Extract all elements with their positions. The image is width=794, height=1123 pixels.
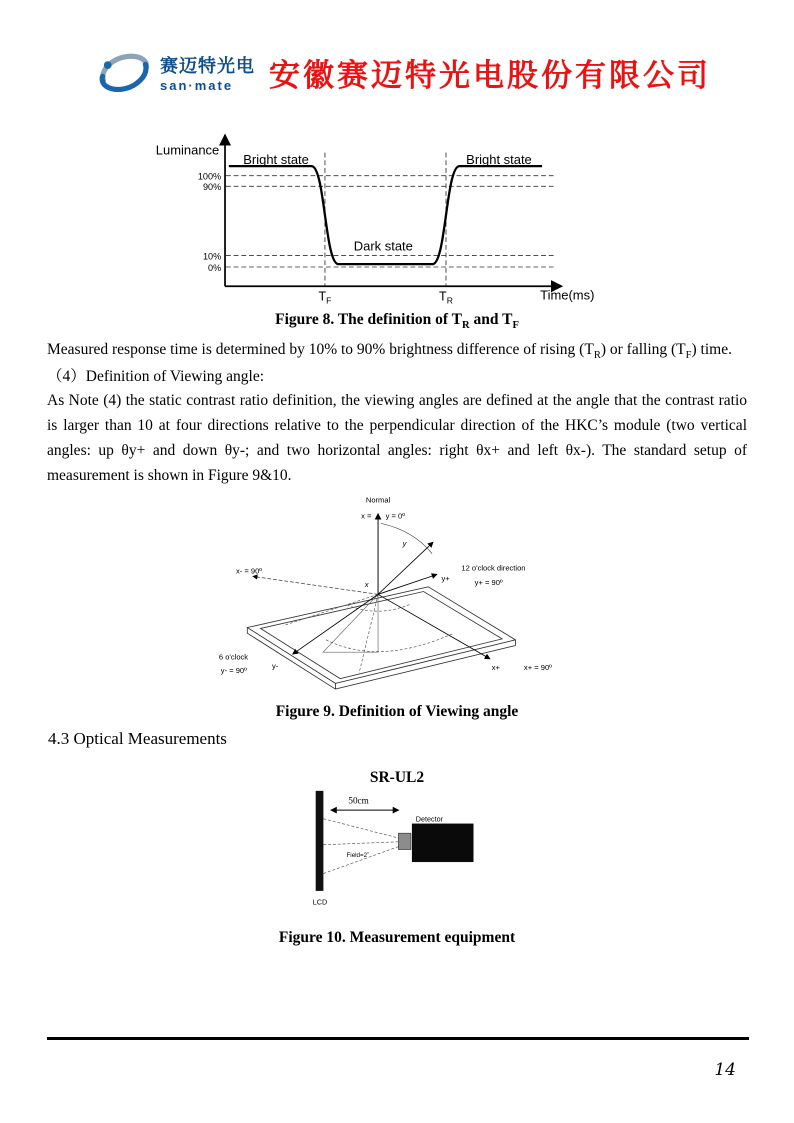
y-minus-axis	[293, 594, 378, 654]
x-minus-90-label: x- = 90º	[235, 566, 263, 576]
logo-text	[160, 52, 255, 93]
figure-10	[0, 769, 794, 947]
vertical-plane	[323, 594, 378, 652]
six-oclock-label: 6 o'clock	[218, 652, 249, 662]
figure-8	[0, 120, 794, 332]
x-minus-axis	[253, 576, 378, 594]
tick-0: 0%	[208, 262, 222, 273]
y-angle-label: y	[402, 538, 407, 548]
figure9-caption: Figure 9. Definition of Viewing angle	[275, 703, 519, 721]
logo-swirl-icon	[96, 48, 152, 96]
twelve-oclock-line	[378, 542, 433, 594]
logo-text-cn: 赛迈特光电	[160, 55, 255, 76]
y-minus-label: y-	[271, 660, 279, 670]
paragraph-viewing-angle-definition: （4）Definition of Viewing angle:	[47, 367, 265, 385]
y-plus-90-label: y+ = 90º	[474, 577, 503, 587]
tr-label: $T_R$	[439, 289, 453, 305]
origin-y-label: y = 0º	[385, 511, 406, 521]
response-time-chart	[152, 120, 642, 304]
x-rotation-arc	[326, 633, 454, 651]
figure8-caption: Figure 8. The definition of $T_R$ and $T_F$	[275, 311, 519, 332]
company-logo	[96, 48, 255, 96]
cone-edge-lines	[283, 594, 378, 673]
x-plus-axis	[378, 594, 490, 658]
figure-9	[0, 493, 794, 722]
y-minus-90-label: y- = 90º	[220, 665, 247, 675]
paragraph-response-time: Measured response time is determined by 10% to 90% brightness difference of rising $(T_R)$ or falling $(T_F)$ time.	[47, 340, 732, 361]
detector-body	[412, 824, 474, 862]
tick-90: 90%	[202, 182, 222, 193]
bright-state-right-label: Bright state	[466, 152, 532, 168]
logo-text-en: san·mate	[160, 77, 234, 93]
dashed-reference-lines	[226, 153, 556, 286]
measurement-equipment-diagram	[308, 787, 486, 910]
detector-lens	[398, 833, 411, 849]
y-plus-label: y+	[441, 573, 450, 583]
page-header	[0, 0, 794, 110]
x-axis-label: Time(ms)	[540, 287, 595, 303]
x-angle-label: x	[364, 579, 369, 589]
field-of-view-lines	[323, 819, 398, 874]
lcd-label: LCD	[312, 897, 328, 907]
lcd-screen-bar	[316, 791, 324, 891]
figure10-caption: Figure 10. Measurement equipment	[278, 929, 516, 947]
detector-label: Detector	[415, 814, 443, 824]
field-label: Field=2˚	[346, 852, 370, 860]
tf-label: $T_F$	[318, 289, 332, 305]
x-plus-label: x+	[491, 662, 500, 672]
tick-100: 100%	[197, 171, 222, 182]
viewing-angle-diagram	[217, 493, 577, 697]
company-name-title: 安徽赛迈特光电股份有限公司	[269, 57, 711, 93]
twelve-oclock-label: 12 o'clock direction	[461, 563, 526, 573]
page-number: 14	[714, 1060, 736, 1080]
paragraph-viewing-angle-body: As Note (4) the static contrast ratio definition, the viewing angles are defined at the angle that the contrast ratio is larger than 10 at four directions relative to the perpendicular direction of the HKC’s module (two vertical angles: up θy+ and down θy-; and two horizontal angles: right θx+ and left θx-). The standard setup of measurement is shown in Figure 9&10.	[47, 392, 747, 484]
dark-state-label: Dark state	[353, 238, 413, 254]
origin-x-label: x =	[361, 511, 372, 521]
x-plus-90-label: x+ = 90º	[523, 662, 552, 672]
tick-10: 10%	[202, 251, 222, 262]
distance-label: 50cm	[348, 795, 369, 806]
y-axis-label: Luminance	[155, 142, 220, 158]
equipment-model-title: SR-UL2	[369, 769, 425, 787]
section-heading-optical-measurements: 4.3 Optical Measurements	[48, 729, 227, 749]
lcd-panel	[247, 586, 515, 688]
normal-label: Normal	[365, 494, 391, 504]
footer-rule	[47, 1037, 749, 1040]
bright-state-left-label: Bright state	[243, 152, 309, 168]
